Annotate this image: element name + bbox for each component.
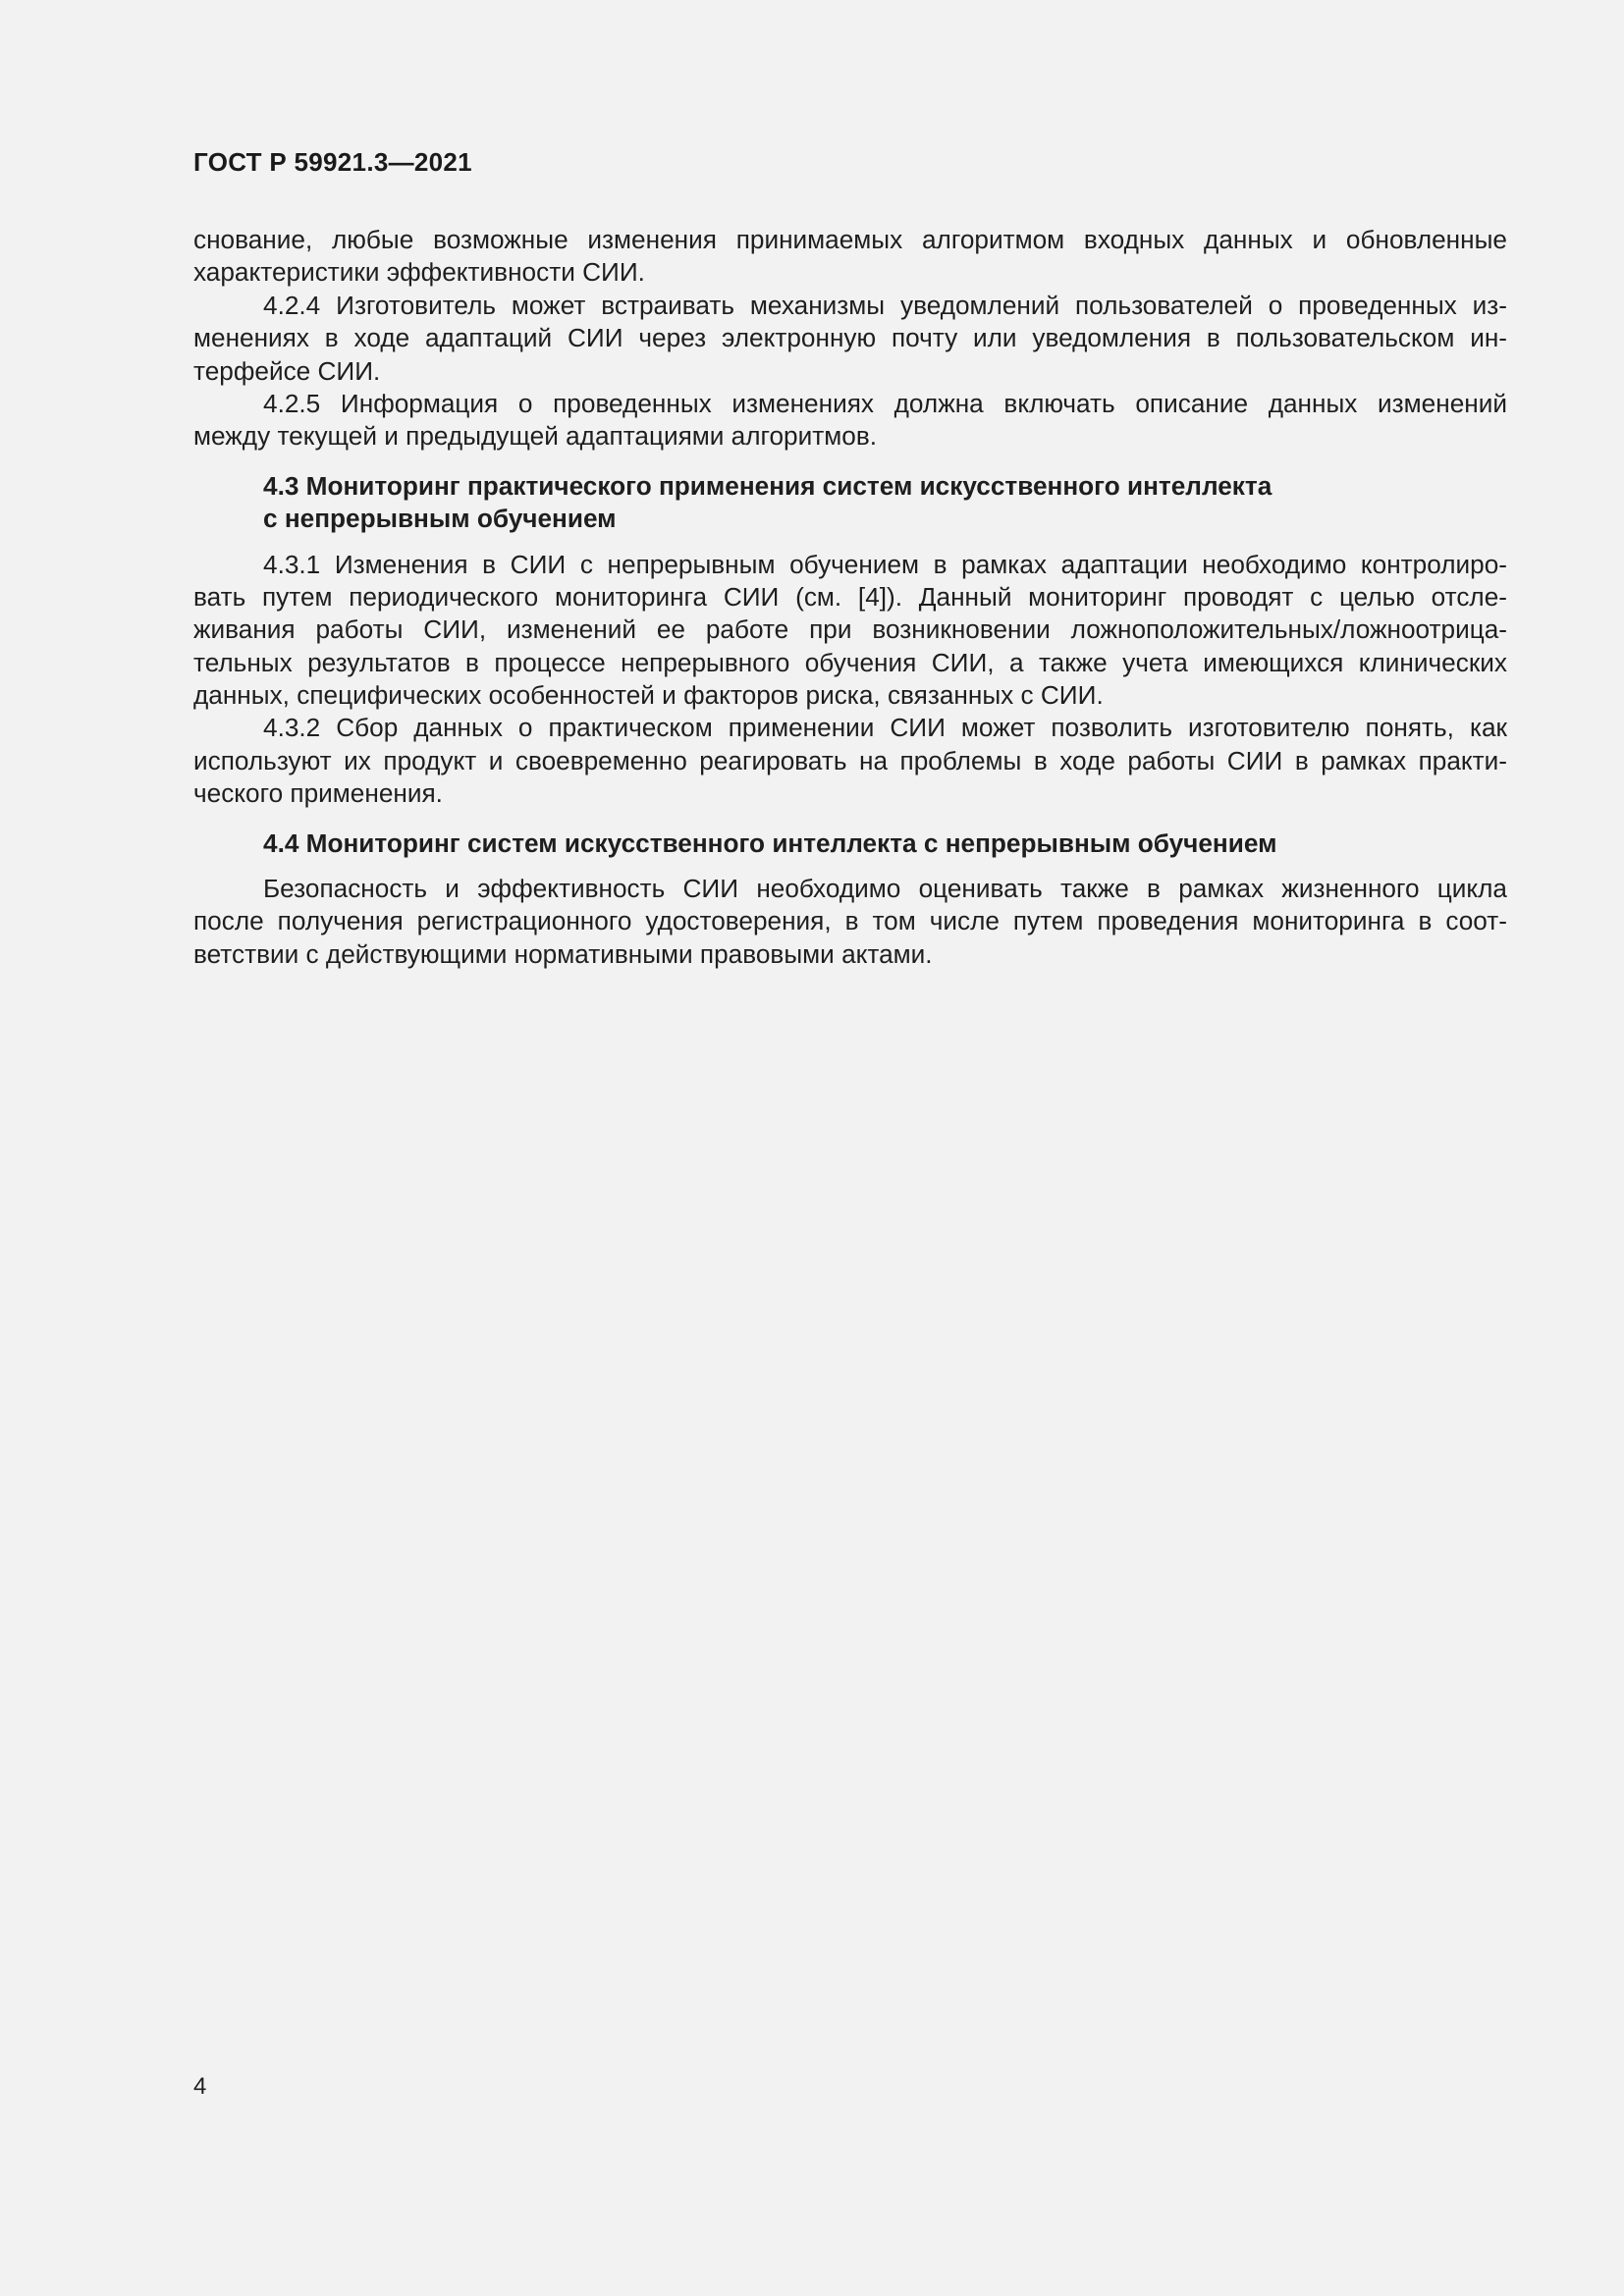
text-line: данных, специфических особенностей и факторов риска, связанных с СИИ. — [193, 680, 1104, 711]
section-heading-4-3 — [193, 470, 1507, 536]
document-body — [193, 224, 1507, 971]
text-line: вать путем периодического мониторинга СИИ (см. [4]). Данный мониторинг проводят с целью отсле- — [193, 581, 1507, 612]
heading-line: 4.4 Мониторинг систем искусственного интеллекта с непрерывным обучением — [263, 828, 1277, 858]
text-line: используют их продукт и своевременно реагировать на проблемы в ходе работы СИИ в рамках практи- — [193, 745, 1507, 775]
text-line: терфейсе СИИ. — [193, 355, 381, 386]
heading-line: с непрерывным обучением — [263, 504, 617, 534]
paragraph-4-2-5 — [193, 388, 1507, 454]
text-line: между текущей и предыдущей адаптациями алгоритмов. — [193, 421, 878, 452]
text-line: 4.3.1 Изменения в СИИ с непрерывным обучением в рамках адаптации необходимо контролиро- — [263, 549, 1507, 579]
text-line: 4.2.5 Информация о проведенных изменениях должна включать описание данных изменений — [263, 388, 1507, 418]
text-line: снование, любые возможные изменения принимаемых алгоритмом входных данных и обновленные — [193, 225, 1507, 254]
text-line: 4.2.4 Изготовитель может встраивать механизмы уведомлений пользователей о проведенных из- — [263, 290, 1507, 320]
text-line: 4.3.2 Сбор данных о практическом применении СИИ может позволить изготовителю понять, как — [263, 713, 1507, 743]
text-line: ческого применения. — [193, 778, 443, 809]
paragraph-4-2-4 — [193, 290, 1507, 388]
text-line: Безопасность и эффективность СИИ необходимо оценивать также в рамках жизненного цикла — [263, 874, 1507, 904]
page-number: 4 — [193, 2073, 207, 2100]
document-code-header: ГОСТ Р 59921.3—2021 — [193, 147, 472, 177]
text-line: живания работы СИИ, изменений ее работе при возникновении ложноположительных/ложноотрица- — [193, 614, 1507, 645]
text-line: ветствии с действующими нормативными правовыми актами. — [193, 938, 933, 969]
paragraph-continuation — [193, 224, 1507, 290]
heading-line: 4.3 Мониторинг практического применения систем искусственного интеллекта — [263, 470, 1272, 501]
text-line: после получения регистрационного удостоверения, в том числе путем проведения мониторинга в соот- — [193, 906, 1507, 936]
paragraph-4-3-1 — [193, 549, 1507, 713]
text-line: менениях в ходе адаптаций СИИ через электронную почту или уведомления в пользовательском ин- — [193, 323, 1507, 353]
text-line: характеристики эффективности СИИ. — [193, 257, 645, 288]
text-line: тельных результатов в процессе непрерывного обучения СИИ, а также учета имеющихся клинических — [193, 647, 1507, 677]
paragraph-4-3-2 — [193, 712, 1507, 810]
section-heading-4-4 — [193, 828, 1507, 860]
paragraph-4-4 — [193, 873, 1507, 971]
